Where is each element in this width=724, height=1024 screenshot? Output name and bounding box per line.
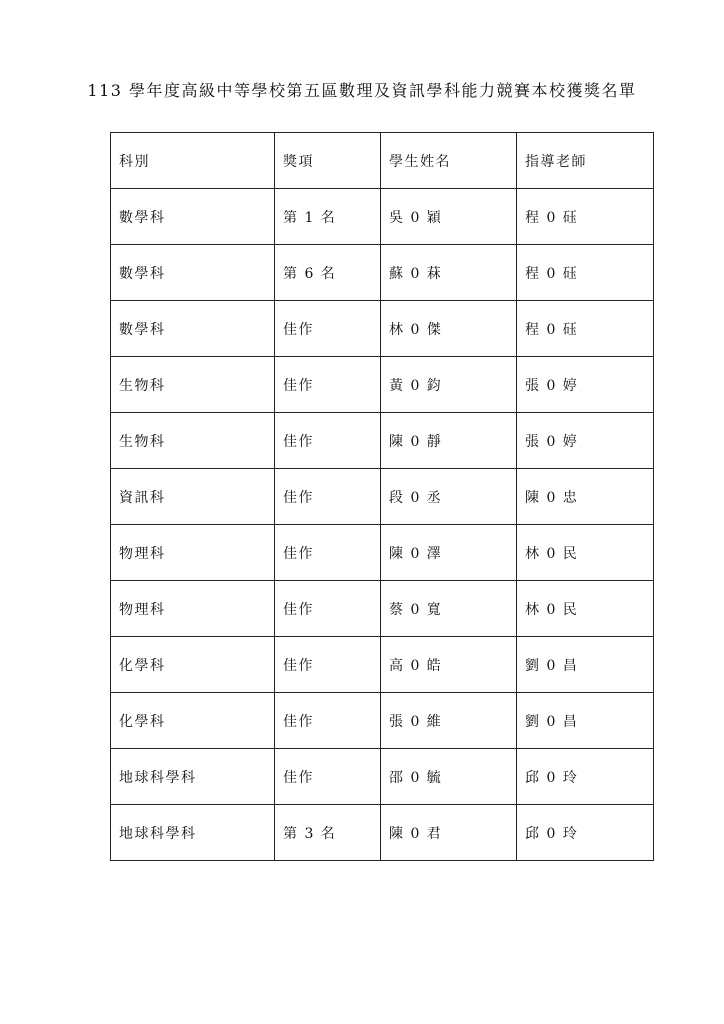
cell-subject: 資訊科 <box>111 469 275 525</box>
cell-subject: 物理科 <box>111 581 275 637</box>
awards-table <box>110 132 654 861</box>
cell-award: 佳作 <box>275 525 381 581</box>
cell-advisor: 林 0 民 <box>517 525 654 581</box>
cell-advisor: 張 0 婷 <box>517 357 654 413</box>
cell-student-name: 高 0 皓 <box>381 637 517 693</box>
cell-student-name: 蔡 0 寬 <box>381 581 517 637</box>
cell-subject: 數學科 <box>111 189 275 245</box>
table-row <box>111 693 654 749</box>
header-subject: 科別 <box>111 133 275 189</box>
table-row <box>111 805 654 861</box>
header-student-name: 學生姓名 <box>381 133 517 189</box>
cell-advisor: 劉 0 昌 <box>517 693 654 749</box>
header-award: 獎項 <box>275 133 381 189</box>
table-header-row <box>111 133 654 189</box>
cell-advisor: 陳 0 忠 <box>517 469 654 525</box>
cell-award: 佳作 <box>275 693 381 749</box>
cell-advisor: 程 0 砡 <box>517 301 654 357</box>
cell-advisor: 邱 0 玲 <box>517 749 654 805</box>
cell-award: 佳作 <box>275 413 381 469</box>
table-row <box>111 749 654 805</box>
cell-subject: 化學科 <box>111 693 275 749</box>
cell-award: 佳作 <box>275 637 381 693</box>
cell-award: 佳作 <box>275 749 381 805</box>
cell-advisor: 程 0 砡 <box>517 245 654 301</box>
cell-advisor: 程 0 砡 <box>517 189 654 245</box>
cell-student-name: 陳 0 澤 <box>381 525 517 581</box>
cell-award: 第 3 名 <box>275 805 381 861</box>
cell-advisor: 林 0 民 <box>517 581 654 637</box>
header-advisor: 指導老師 <box>517 133 654 189</box>
table-row <box>111 189 654 245</box>
cell-subject: 生物科 <box>111 413 275 469</box>
table-row <box>111 301 654 357</box>
cell-student-name: 段 0 丞 <box>381 469 517 525</box>
table-row <box>111 525 654 581</box>
cell-award: 第 6 名 <box>275 245 381 301</box>
cell-student-name: 邵 0 毓 <box>381 749 517 805</box>
table-row <box>111 413 654 469</box>
cell-student-name: 蘇 0 菻 <box>381 245 517 301</box>
cell-subject: 地球科學科 <box>111 805 275 861</box>
table-row <box>111 469 654 525</box>
table-row <box>111 245 654 301</box>
document-title: 113 學年度高級中等學校第五區數理及資訊學科能力競賽本校獲獎名單 <box>87 81 637 100</box>
cell-student-name: 吳 0 穎 <box>381 189 517 245</box>
cell-award: 佳作 <box>275 357 381 413</box>
cell-award: 第 1 名 <box>275 189 381 245</box>
cell-subject: 數學科 <box>111 245 275 301</box>
cell-award: 佳作 <box>275 469 381 525</box>
cell-student-name: 張 0 維 <box>381 693 517 749</box>
cell-subject: 物理科 <box>111 525 275 581</box>
cell-student-name: 陳 0 君 <box>381 805 517 861</box>
cell-award: 佳作 <box>275 581 381 637</box>
cell-advisor: 邱 0 玲 <box>517 805 654 861</box>
table-row <box>111 581 654 637</box>
cell-advisor: 劉 0 昌 <box>517 637 654 693</box>
cell-subject: 化學科 <box>111 637 275 693</box>
table-row <box>111 357 654 413</box>
cell-subject: 地球科學科 <box>111 749 275 805</box>
cell-award: 佳作 <box>275 301 381 357</box>
cell-student-name: 黃 0 鈞 <box>381 357 517 413</box>
cell-subject: 生物科 <box>111 357 275 413</box>
table-row <box>111 637 654 693</box>
cell-student-name: 林 0 傑 <box>381 301 517 357</box>
cell-subject: 數學科 <box>111 301 275 357</box>
cell-advisor: 張 0 婷 <box>517 413 654 469</box>
cell-student-name: 陳 0 靜 <box>381 413 517 469</box>
